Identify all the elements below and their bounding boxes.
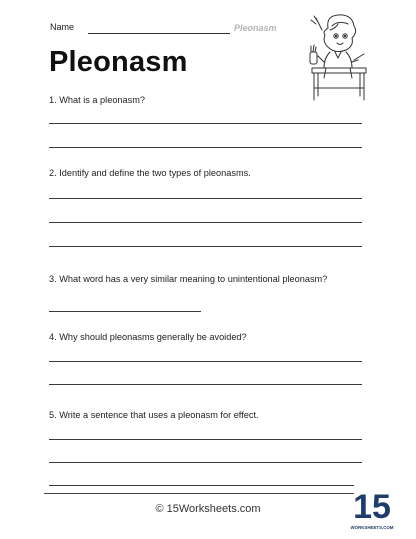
name-label: Name	[50, 22, 75, 32]
answer-line[interactable]	[49, 198, 362, 199]
answer-line[interactable]	[49, 439, 362, 440]
question-4: 4. Why should pleonasms generally be avoided?	[49, 332, 247, 342]
student-writing-icon	[308, 8, 370, 104]
answer-line[interactable]	[49, 222, 362, 223]
answer-line[interactable]	[49, 246, 362, 247]
question-2: 2. Identify and define the two types of pleonasms.	[49, 168, 251, 178]
page-title: Pleonasm	[49, 46, 188, 78]
footer-divider	[44, 493, 372, 494]
answer-line[interactable]	[49, 147, 362, 148]
15worksheets-logo	[350, 480, 394, 534]
subject-label: Pleonasm	[234, 23, 277, 33]
question-1: 1. What is a pleonasm?	[49, 95, 146, 105]
logo-text: WORKSHEETS.COM	[350, 525, 394, 530]
answer-line[interactable]	[49, 462, 362, 463]
name-row	[50, 22, 350, 38]
question-5: 5. Write a sentence that uses a pleonasm for effect.	[49, 410, 259, 420]
logo-number: 15	[353, 488, 391, 526]
answer-line[interactable]	[49, 485, 362, 486]
question-3: 3. What word has a very similar meaning to unintentional pleonasm?	[49, 274, 328, 284]
name-field-line[interactable]	[88, 33, 230, 34]
answer-line-short[interactable]	[49, 311, 201, 312]
answer-line[interactable]	[49, 361, 362, 362]
footer-copyright: © 15Worksheets.com	[155, 503, 261, 515]
answer-line[interactable]	[49, 384, 362, 385]
answer-line[interactable]	[49, 123, 362, 124]
